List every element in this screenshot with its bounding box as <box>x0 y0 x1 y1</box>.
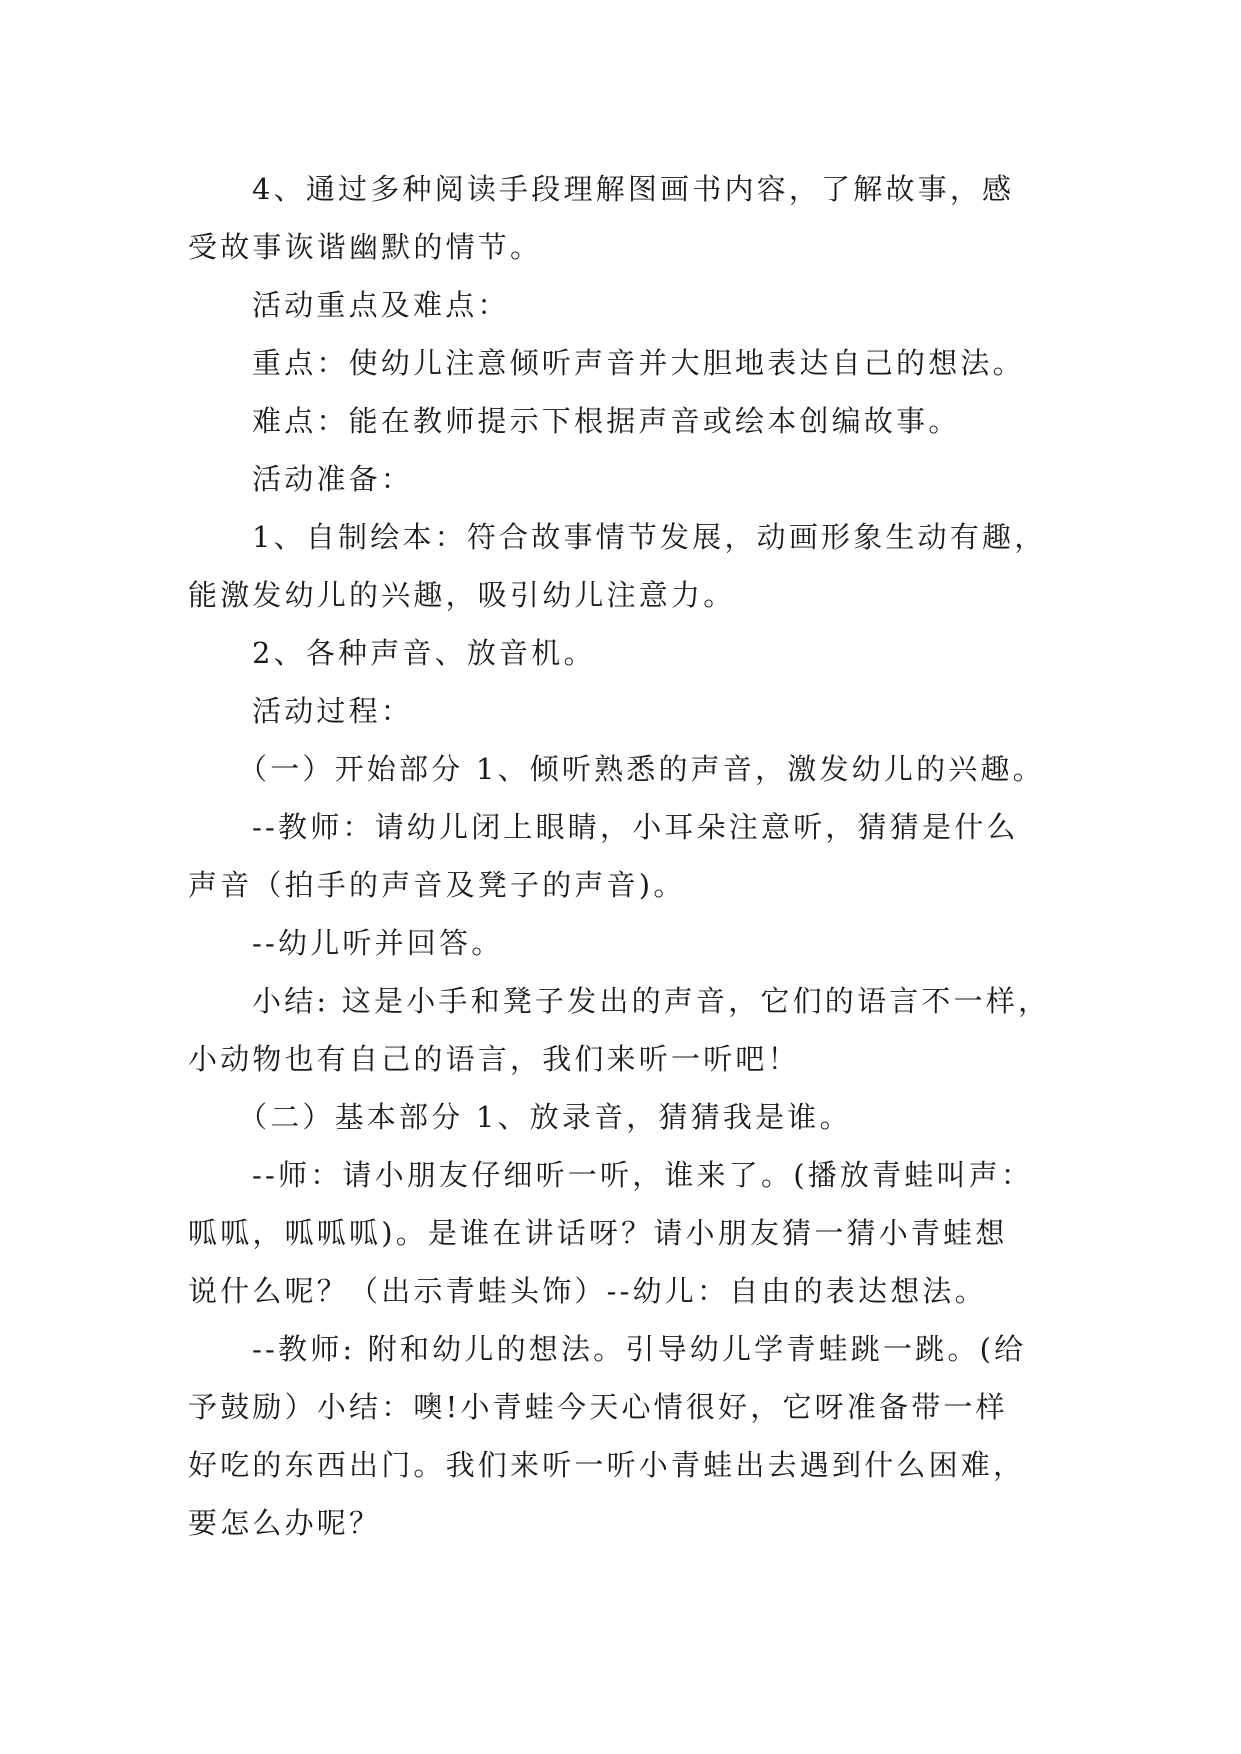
paragraph-line: 小动物也有自己的语言，我们来听一听吧！ <box>188 1042 800 1076</box>
paragraph-line: 4、通过多种阅读手段理解图画书内容，了解故事，感 <box>252 172 1015 206</box>
paragraph-line: 声音（拍手的声音及凳子的声音)。 <box>188 868 686 902</box>
paragraph-line: --师：请小朋友仔细听一听，谁来了。(播放青蛙叫声： <box>252 1158 1034 1192</box>
paragraph-line: 1、自制绘本：符合故事情节发展，动画形象生动有趣， <box>252 520 1047 554</box>
paragraph-line: （二）基本部分 1、放录音，猜猜我是谁。 <box>238 1100 852 1134</box>
paragraph-line: 小结: 这是小手和凳子发出的声音，它们的语言不一样， <box>252 984 1051 1018</box>
paragraph-line: （一）开始部分 1、倾听熟悉的声音，激发幼儿的兴趣。 <box>238 752 1045 786</box>
section-heading: 活动过程： <box>252 694 414 728</box>
paragraph-line: 2、各种声音、放音机。 <box>252 636 596 670</box>
paragraph-line: 受故事诙谐幽默的情节。 <box>188 230 543 264</box>
paragraph-line: 要怎么办呢？ <box>188 1506 382 1540</box>
paragraph-line: --教师：请幼儿闭上眼睛，小耳朵注意听，猜猜是什么 <box>252 810 1019 844</box>
section-heading: 活动重点及难点： <box>252 288 510 322</box>
paragraph-line: 好吃的东西出门。我们来听一听小青蛙出去遇到什么困难， <box>188 1448 1026 1482</box>
paragraph-line: 予鼓励）小结：噢!小青蛙今天心情很好，它呀准备带一样 <box>188 1390 1008 1424</box>
section-heading: 活动准备： <box>252 462 414 496</box>
paragraph-line: 难点：能在教师提示下根据声音或绘本创编故事。 <box>252 404 961 438</box>
paragraph-line: --幼儿听并回答。 <box>252 926 504 960</box>
paragraph-line: 说什么呢？（出示青蛙头饰）--幼儿：自由的表达想法。 <box>188 1274 987 1308</box>
paragraph-line: 能激发幼儿的兴趣，吸引幼儿注意力。 <box>188 578 736 612</box>
paragraph-line: 重点：使幼儿注意倾听声音并大胆地表达自己的想法。 <box>252 346 1025 380</box>
paragraph-line: 呱呱，呱呱呱)。是谁在讲话呀？请小朋友猜一猜小青蛙想 <box>188 1216 1008 1250</box>
paragraph-line: --教师: 附和幼儿的想法。引导幼儿学青蛙跳一跳。(给 <box>252 1332 1027 1366</box>
document-body <box>188 160 1068 1552</box>
